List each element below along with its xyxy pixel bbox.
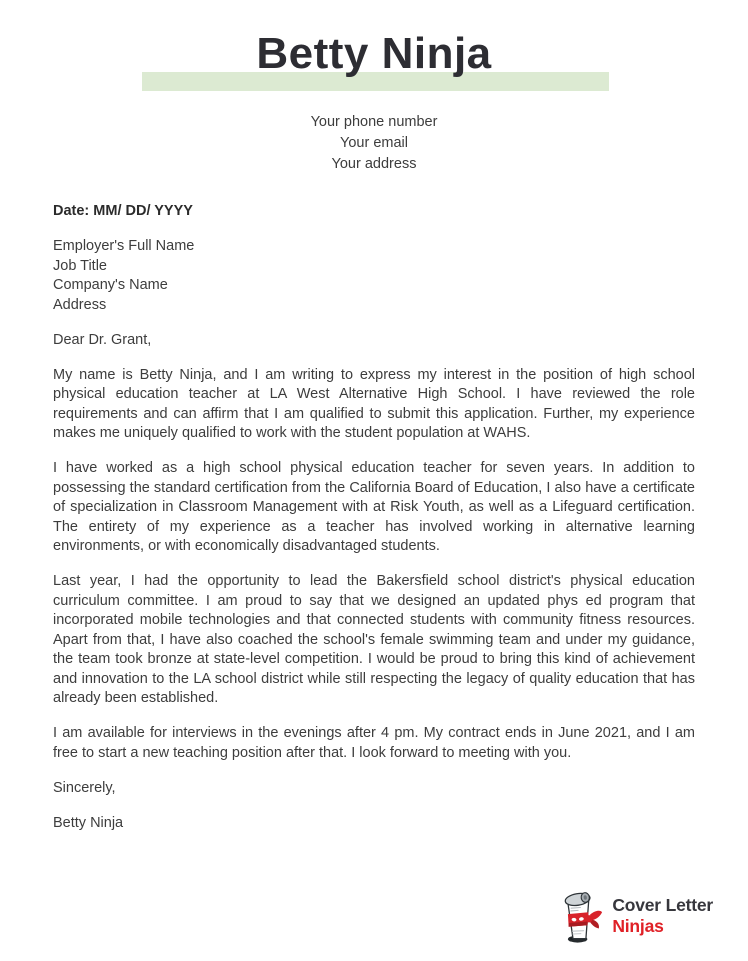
brand-name-line2: Ninjas xyxy=(612,916,664,936)
contact-block xyxy=(0,112,748,175)
recipient-company-name: Company's Name xyxy=(53,277,168,293)
ninja-scroll-icon xyxy=(555,887,603,945)
salutation: Dear Dr. Grant, xyxy=(53,331,152,348)
paragraph-availability: I am available for interviews in the evenings after 4 pm. My contract ends in June 2021, and I am free to start a new teaching position after that. I look forward to meeting with you. xyxy=(53,725,695,761)
contact-address: Your address xyxy=(331,156,417,172)
letter-body xyxy=(0,202,748,833)
recipient-employer-name: Employer's Full Name xyxy=(53,238,195,254)
contact-phone: Your phone number xyxy=(310,114,438,130)
closing: Sincerely, xyxy=(53,779,116,796)
letter-header xyxy=(0,0,748,91)
brand-footer[interactable] xyxy=(555,887,713,945)
recipient-address: Address xyxy=(53,296,107,313)
recipient-job-title: Job Title xyxy=(53,257,107,274)
signature: Betty Ninja xyxy=(53,814,124,831)
paragraph-intro: My name is Betty Ninja, and I am writing to express my interest in the position of high school physical education teacher at LA West Alternative High School. I have reviewed the role requirements and can affirm that I am qualified to submit this application. Further, my experience makes me uniquely qualified to work with the student population at WAHS. xyxy=(53,366,695,441)
recipient-block xyxy=(53,237,695,315)
date-line: Date: MM/ DD/ YYYY xyxy=(53,203,193,219)
paragraph-experience: I have worked as a high school physical education teacher for seven years. In addition to possessing the standard certification from the California Board of Education, I also have a certificate of specialization in Classroom Management with at Risk Youth, as well as a Lifeguard certification. The entirety of my experience as a teacher has involved working in alternative learning environments, or with economically disadvantaged students. xyxy=(53,460,695,554)
paragraph-achievements: Last year, I had the opportunity to lead the Bakersfield school district's physical education curriculum committee. I am proud to say that we designed an updated phys ed program that incorporated mobile technologies and that connected students with community fitness resources. Apart from that, I have also coached the school's female swimming team and under my guidance, the team took bronze at state-level competition. I would be proud to bring this kind of achievement and innovation to the LA school district while still respecting the legacy of quality education that has already been established. xyxy=(53,573,695,706)
brand-name-line1: Cover Letter xyxy=(612,894,713,915)
contact-email: Your email xyxy=(340,135,408,151)
brand-wordmark xyxy=(612,895,713,938)
candidate-name-title: Betty Ninja xyxy=(256,29,492,78)
